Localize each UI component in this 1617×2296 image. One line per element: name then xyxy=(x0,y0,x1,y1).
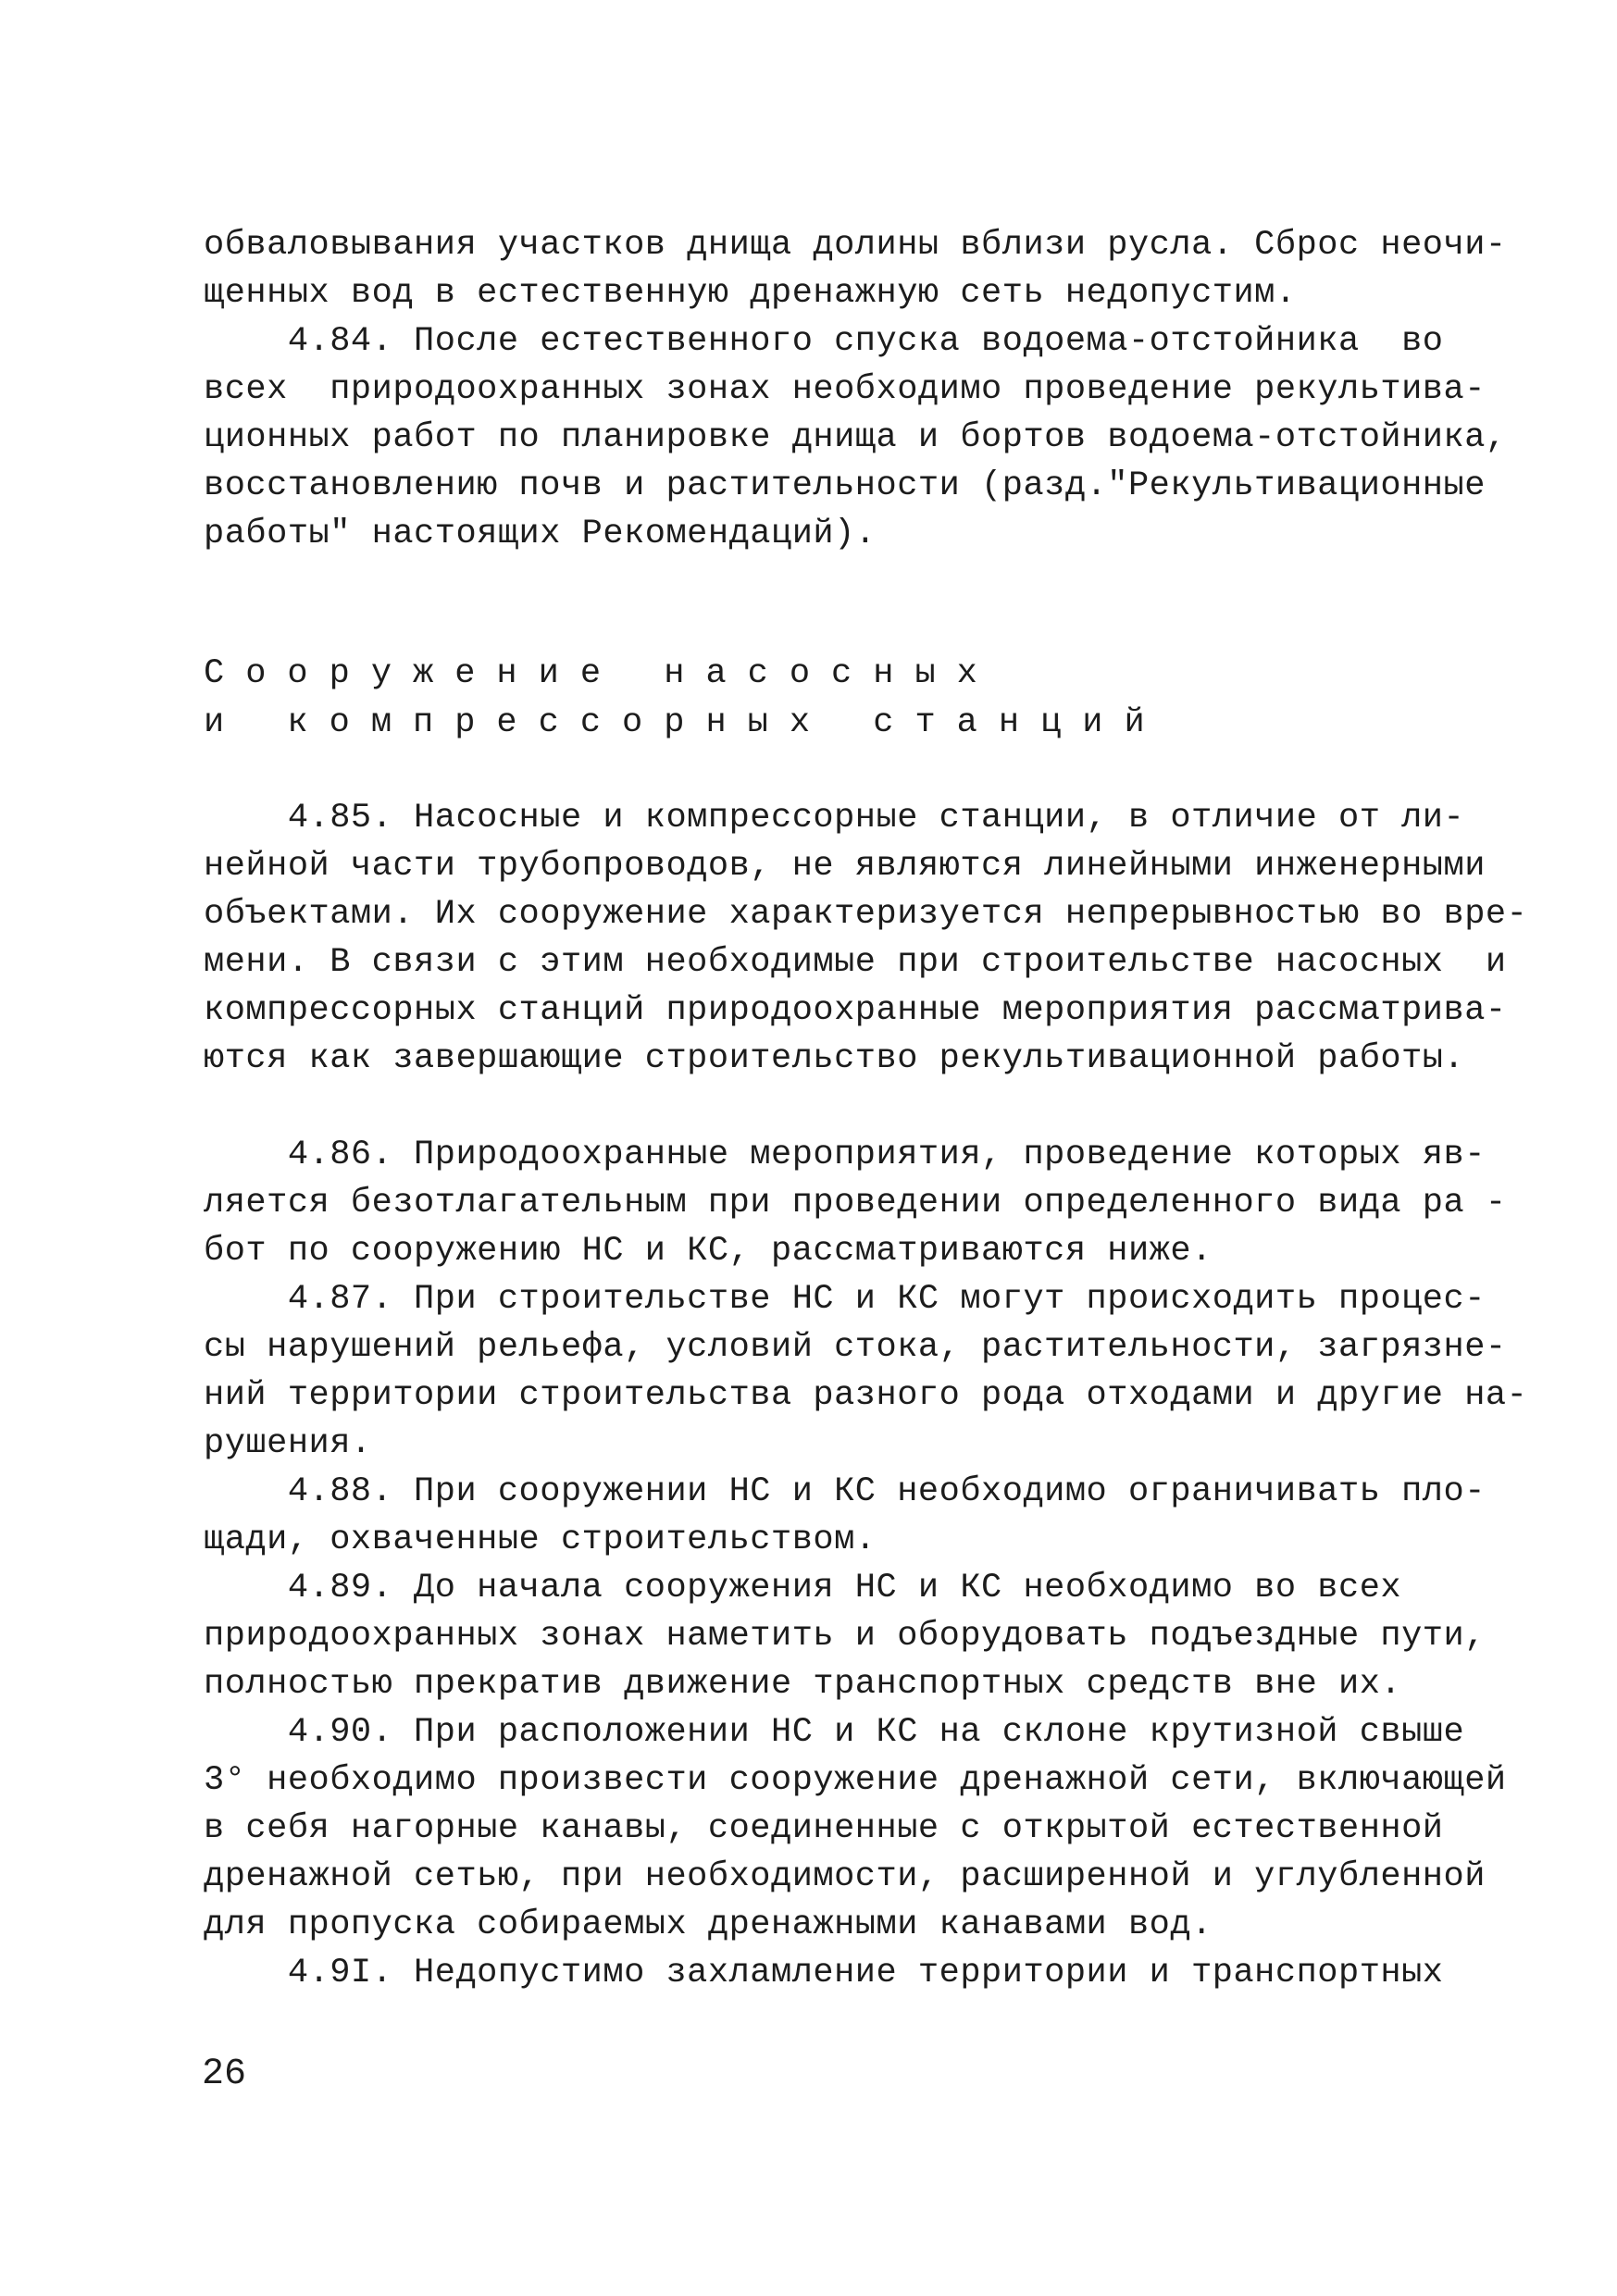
text-line: ний территории строительства разного рода отходами и другие на- xyxy=(204,1376,1528,1415)
text-line: 4.85. Насосные и компрессорные станции, в отличие от ли- xyxy=(204,799,1465,838)
text-line: нейной части трубопроводов, не являются линейными инженерными xyxy=(204,847,1486,886)
section-heading-line-1: Сооружение насосных xyxy=(204,654,999,693)
text-line: 3° необходимо произвести сооружение дренажной сети, включающей xyxy=(204,1761,1507,1800)
text-line: 4.84. После естественного спуска водоема-отстойника во xyxy=(204,322,1444,361)
text-line: ются как завершающие строительство рекультивационной работы. xyxy=(204,1039,1465,1078)
text-line: ционных работ по планировке днища и бортов водоема-отстойника, xyxy=(204,418,1507,457)
text-line: для пропуска собираемых дренажными канавами вод. xyxy=(204,1905,1213,1944)
text-line: 4.88. При сооружении НС и КС необходимо ограничивать пло- xyxy=(204,1472,1486,1511)
text-line: 4.86. Природоохранные мероприятия, проведение которых яв- xyxy=(204,1136,1486,1174)
text-line: дренажной сетью, при необходимости, расширенной и углубленной xyxy=(204,1857,1486,1896)
text-line: в себя нагорные канавы, соединенные с открытой естественной xyxy=(204,1809,1444,1848)
text-line: компрессорных станций природоохранные мероприятия рассматрива- xyxy=(204,991,1507,1030)
text-line: 4.87. При строительстве НС и КС могут происходить процес- xyxy=(204,1280,1486,1319)
text-line: ляется безотлагательным при проведении определенного вида ра - xyxy=(204,1184,1507,1222)
text-line: рушения. xyxy=(204,1424,372,1463)
text-line: щади, охваченные строительством. xyxy=(204,1520,877,1559)
section-heading-line-2: и компрессорных станций xyxy=(204,703,1166,742)
text-line: сы нарушений рельефа, условий стока, растительности, загрязне- xyxy=(204,1328,1507,1367)
text-line: объектами. Их сооружение характеризуется непрерывностью во вре- xyxy=(204,895,1528,934)
text-line: полностью прекратив движение транспортных средств вне их. xyxy=(204,1665,1402,1704)
text-line: работы" настоящих Рекомендаций). xyxy=(204,515,877,553)
text-line: природоохранных зонах наметить и оборудовать подъездные пути, xyxy=(204,1617,1486,1656)
text-line: щенных вод в естественную дренажную сеть недопустим. xyxy=(204,274,1297,313)
text-line: 4.9I. Недопустимо захламление территории и транспортных xyxy=(204,1954,1444,1992)
text-line: восстановлению почв и растительности (разд."Рекультивационные xyxy=(204,466,1486,505)
page-number: 26 xyxy=(202,2054,247,2095)
text-line: 4.90. При расположении НС и КС на склоне крутизной свыше xyxy=(204,1713,1465,1752)
text-line: обваловывания участков днища долины вблизи русла. Сброс неочи- xyxy=(204,226,1507,265)
text-line: мени. В связи с этим необходимые при строительстве насосных и xyxy=(204,943,1507,982)
text-line: всех природоохранных зонах необходимо проведение рекультива- xyxy=(204,370,1486,409)
text-line: 4.89. До начала сооружения НС и КС необходимо во всех xyxy=(204,1569,1402,1607)
text-line: бот по сооружению НС и КС, рассматриваются ниже. xyxy=(204,1232,1213,1271)
